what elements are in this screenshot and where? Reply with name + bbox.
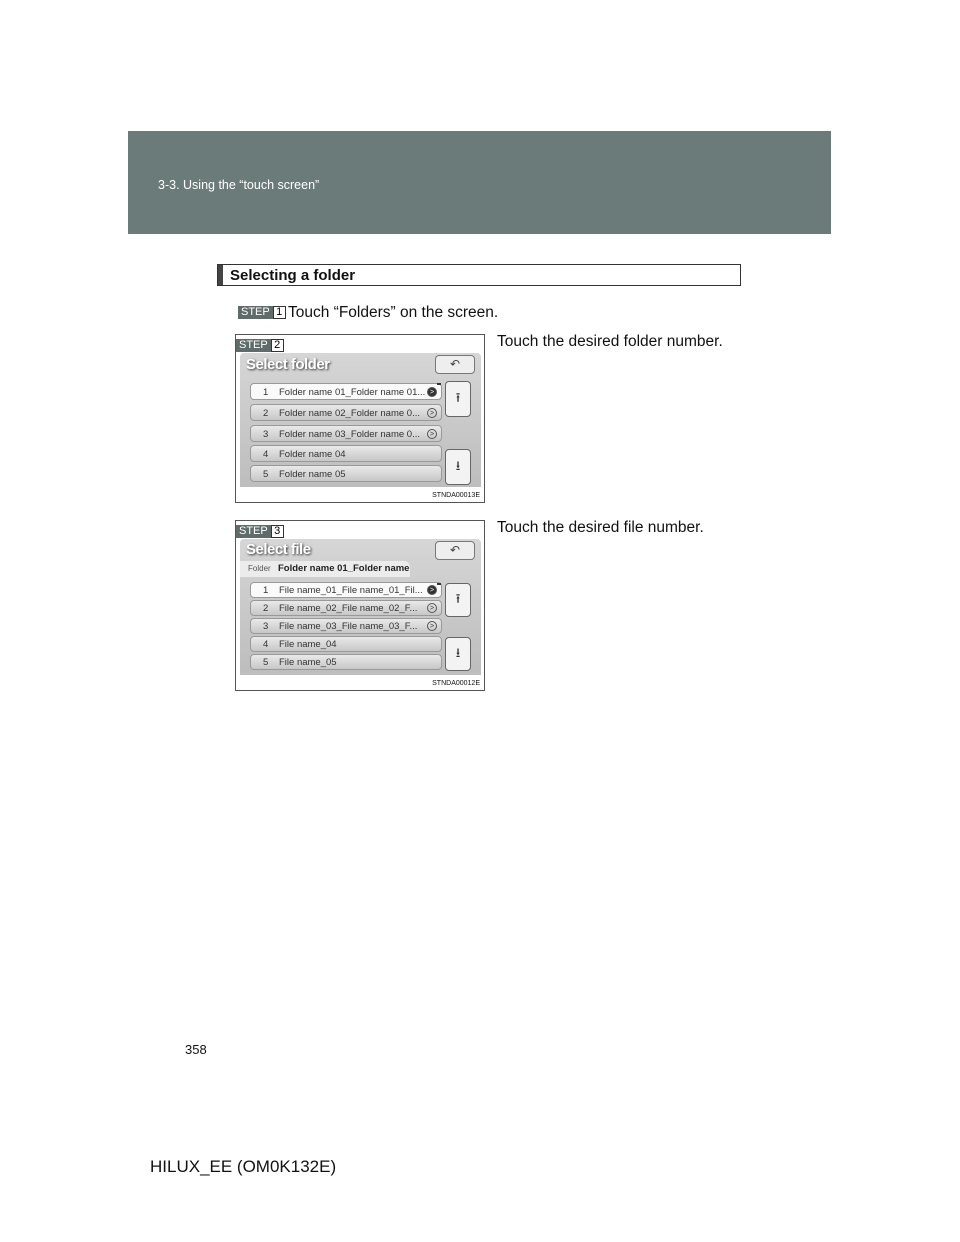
step-label: STEP xyxy=(236,339,271,352)
row-number: 5 xyxy=(263,469,269,480)
row-text: Folder name 04 xyxy=(279,449,346,460)
chevron-right-icon: > xyxy=(427,603,437,613)
row-number: 5 xyxy=(263,657,269,668)
step-1-instruction: Touch “Folders” on the screen. xyxy=(288,304,499,321)
row-text: File name_05 xyxy=(279,657,337,668)
list-item[interactable] xyxy=(250,445,442,462)
return-arrow-icon: ↶ xyxy=(449,357,461,371)
step-number: 3 xyxy=(271,525,284,538)
row-number: 1 xyxy=(263,387,269,398)
step-badge-3 xyxy=(236,525,284,538)
page-number: 358 xyxy=(185,1042,207,1057)
step-number: 2 xyxy=(271,339,284,352)
list-item[interactable] xyxy=(250,654,442,670)
step-label: STEP xyxy=(238,306,273,319)
scroll-down-button[interactable] xyxy=(445,637,471,671)
step-badge-1 xyxy=(238,306,286,319)
heading-accent xyxy=(218,265,223,285)
manual-id: HILUX_EE (OM0K132E) xyxy=(150,1157,337,1176)
folder-label: Folder xyxy=(248,564,271,573)
touch-screen xyxy=(240,353,481,487)
scroll-up-button[interactable] xyxy=(445,381,471,417)
list-item[interactable] xyxy=(250,636,442,652)
row-number: 3 xyxy=(263,429,269,440)
row-text: File name_04 xyxy=(279,639,337,650)
touch-screen xyxy=(240,539,481,675)
chevron-right-icon: > xyxy=(427,621,437,631)
list-item[interactable] xyxy=(250,600,442,616)
scroll-down-button[interactable] xyxy=(445,449,471,485)
list-item[interactable] xyxy=(250,465,442,482)
figure-select-file xyxy=(235,520,485,691)
list-item[interactable] xyxy=(250,425,442,442)
folder-tab xyxy=(240,561,410,577)
row-number: 2 xyxy=(263,603,269,614)
row-text: Folder name 03_Folder name 0... xyxy=(279,429,420,440)
row-text: Folder name 05 xyxy=(279,469,346,480)
screen-title: Select folder xyxy=(246,356,330,373)
figure-select-folder xyxy=(235,334,485,503)
row-number: 4 xyxy=(263,639,269,650)
step-number: 1 xyxy=(273,306,286,319)
row-text: Folder name 01_Folder name 01... xyxy=(279,387,426,398)
chevron-right-icon: > xyxy=(427,429,437,439)
list-item[interactable] xyxy=(250,383,442,400)
list-item[interactable] xyxy=(250,404,442,421)
double-chevron-up-icon: ⭱ xyxy=(455,390,461,405)
row-text: File name_03_File name_03_F... xyxy=(279,621,418,632)
chevron-right-icon: > xyxy=(427,408,437,418)
back-button[interactable] xyxy=(435,541,475,560)
heading-title: Selecting a folder xyxy=(230,267,356,284)
row-number: 4 xyxy=(263,449,269,460)
list-item[interactable] xyxy=(250,618,442,634)
back-button[interactable] xyxy=(435,355,475,374)
screen-title: Select file xyxy=(246,541,311,558)
section-title: 3-3. Using the “touch screen” xyxy=(158,178,320,192)
row-text: Folder name 02_Folder name 0... xyxy=(279,408,420,419)
chevron-right-icon: > xyxy=(427,387,437,397)
row-text: File name_02_File name_02_F... xyxy=(279,603,418,614)
chevron-right-icon: > xyxy=(427,585,437,595)
folder-name: Folder name 01_Folder name xyxy=(278,563,410,574)
subsection-heading xyxy=(217,264,741,286)
row-number: 2 xyxy=(263,408,269,419)
row-number: 3 xyxy=(263,621,269,632)
figure-code: STNDA00012E xyxy=(432,680,480,687)
step-badge-2 xyxy=(236,339,284,352)
scroll-indicator xyxy=(437,583,441,585)
figure-code: STNDA00013E xyxy=(432,492,480,499)
step-label: STEP xyxy=(236,525,271,538)
double-chevron-down-icon: ⭳ xyxy=(455,645,461,660)
return-arrow-icon: ↶ xyxy=(449,543,461,557)
list-item[interactable] xyxy=(250,582,442,598)
row-number: 1 xyxy=(263,585,269,596)
scroll-indicator xyxy=(437,383,441,385)
double-chevron-down-icon: ⭳ xyxy=(455,458,461,473)
step-2-instruction: Touch the desired folder number. xyxy=(497,333,723,350)
step-3-instruction: Touch the desired file number. xyxy=(497,519,704,536)
double-chevron-up-icon: ⭱ xyxy=(455,591,461,606)
scroll-up-button[interactable] xyxy=(445,583,471,617)
row-text: File name_01_File name_01_Fil... xyxy=(279,585,423,596)
section-header-bar xyxy=(128,131,831,234)
